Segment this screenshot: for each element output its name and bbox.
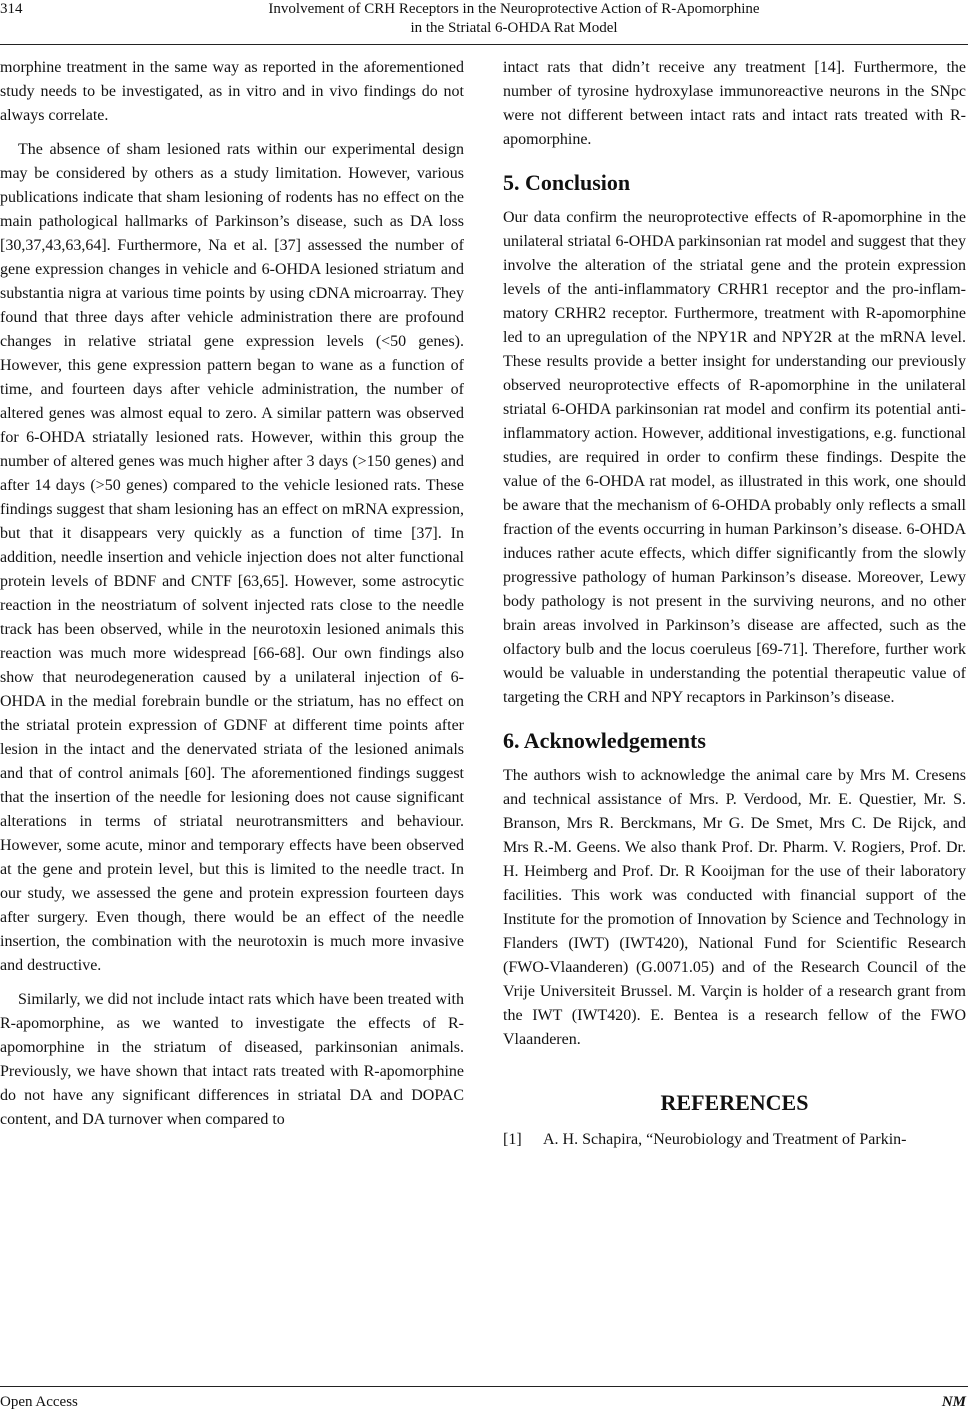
footer-journal-abbrev: NM — [941, 1394, 966, 1410]
body-paragraph: Similarly, we did not include intact rats which have been treated with R-apomorphine, as we wanted to investigate the effects of R-apomorphine in the striatum of diseased, parkinsonian animals. Previously, we have shown that intact rats treated with R-apomorphine do not have any significant differences in striatal DA and DOPAC content, and DA turnover when compared to — [0, 991, 464, 1128]
footer-open-access: Open Access — [0, 1394, 78, 1410]
conclusion-paragraph: Our data confirm the neuroprotective effects of R-apomorphine in the unilateral striatal 6-OHDA parkinsonian rat model and suggest that they involve the alteration of the striatal gene and the protein expression levels of the anti-inflammatory CRHR1 receptor and the pro-inflammatory CRHR2 receptor. Furthermore, treatment with R-apomorphine led to an upregulation of the NPY1R and NPY2R at the mRNA level. These results provide a better insight for understanding our previously observed neuroprotective effects of R-apomorphine in the unilateral striatal 6-OHDA parkinsonian rat model and confirm its potential anti-inflammatory action. However, additional investigations, e.g. functional studies, are required in order to confirm these findings. Despite the value of the 6-OHDA rat model, as illustrated in this work, one should be aware that the mechanism of 6-OHDA probably only reflects a small fraction of the events occurring in human Parkinson’s disease. 6-OHDA induces rather acute effects, which differ significantly from the slowly progressive pathology of human Parkinson’s disease. Moreover, Lewy body pathology is not present in the surviving neurons, and no other brain areas involved in Parkinson’s disease are affected, such as the olfactory bulb and the locus coeruleus [69-71]. Therefore, further work would be valuable in understanding the potential therapeutic value of targeting the CRH and NPY recaptors in Parkinson’s disease. — [503, 209, 966, 706]
body-paragraph: intact rats that didn’t receive any treatment [14]. Furthermore, the number of tyrosine hydroxylase immunoreactive neurons in the SNpc were not different between intact rats and intact rats treated with R-apomorphine. — [503, 59, 966, 148]
running-title — [150, 0, 878, 38]
right-column — [503, 56, 966, 1152]
body-paragraph: The absence of sham lesioned rats within our experimental design may be considered by others as a study limitation. However, various publications indicate that sham lesioning of rodents has no effect on the main pathological hallmarks of Parkinson’s disease, such as DA loss [30,37,43,63,64]. Furthermore, Na et al. [37] assessed the number of gene expression changes in vehicle and 6-OHDA lesioned striatum and substantia nigra at various time points by using cDNA microarray. They found that three days after vehicle administration there are profound changes in relative striatal gene expression levels (<50 genes). However, this gene expression pattern began to wane as a function of time, and fourteen days after vehicle administration, the number of altered genes was almost equal to zero. A similar pattern was observed for 6-OHDA striatally lesioned rats. However, within this group the number of altered genes was much higher after 3 days (>150 genes) and after 14 days (>50 genes) compared to the vehicle lesioned rats. These findings suggest that sham lesioning has an effect on mRNA expression, but that it disappears very quickly as a function of time [37]. In addition, needle insertion and vehicle injection does not alter functional protein levels of BDNF and CNTF [63,65]. However, some astrocytic reaction in the neostriatum of solvent injected rats close to the needle track has been observed, while in the neurotoxin lesioned animals this reaction was much more widespread [66-68]. Our own findings also show that neurodegeneration caused by a unilateral injection of 6-OHDA in the medial forebrain bundle or the striatum, has no effect on the striatal protein expression of GDNF at different time points after lesion in the intact and the denervated striata of the lesioned animals and that of control animals [60]. The aforementioned findings suggest that the insertion of the needle for lesioning does not cause significant alterations in terms of striatal neurotransmitters and behaviour. However, some acute, minor and temporary effects have been observed at the gene and protein level, but this is limited to the needle tract. In our study, we assessed the gene and protein expression fourteen days after surgery. Even though, there would be an effect of the needle insertion, the combination with the neurotoxin is much more invasive and destructive. — [0, 141, 464, 974]
page-number: 314 — [0, 1, 23, 17]
body-paragraph: morphine treatment in the same way as reported in the aforementioned study needs to be investigated, as in vitro and in vivo findings do not always correlate. — [0, 59, 464, 124]
references-heading: REFERENCES — [660, 1090, 809, 1115]
acknowledgements-paragraph: The authors wish to acknowledge the animal care by Mrs M. Cresens and technical assistance of Mrs. P. Verdood, Mr. E. Questier, Mr. S. Branson, Mrs R. Berckmans, Mr G. De Smet, Mrs C. De Rijck, and Mrs R.-M. Geens. We also thank Prof. Dr. Pharm. V. Rogiers, Prof. Dr. H. Heimberg and Prof. Dr. R Kooijman for the use of their laboratory facilities. This work was conducted with financial support of the Institute for the promotion of Innovation by Science and Technology in Flanders (IWT) (IWT420), National Fund for Scientific Research (FWO-Vlaanderen) (G.0071.05) and of the Research Council of the Vrije Universiteit Brussel. M. Varçin is holder of a research grant from the IWT (IWT420). E. Bentea is a research fellow of the FWO Vlaanderen. — [503, 767, 966, 1048]
reference-text: A. H. Schapira, “Neurobiology and Treatment of Parkin- — [543, 1131, 907, 1148]
header-rule — [0, 44, 968, 45]
left-column — [0, 56, 464, 1132]
running-title-line-2: in the Striatal 6-OHDA Rat Model — [410, 20, 618, 36]
running-title-line-1: Involvement of CRH Receptors in the Neuroprotective Action of R-Apomorphine — [268, 1, 760, 17]
reference-number: [1] — [503, 1131, 522, 1148]
section-heading-conclusion: 5. Conclusion — [503, 170, 631, 195]
reference-item — [503, 1128, 966, 1152]
footer-rule — [0, 1386, 968, 1387]
section-heading-acknowledgements: 6. Acknowledgements — [503, 728, 706, 753]
